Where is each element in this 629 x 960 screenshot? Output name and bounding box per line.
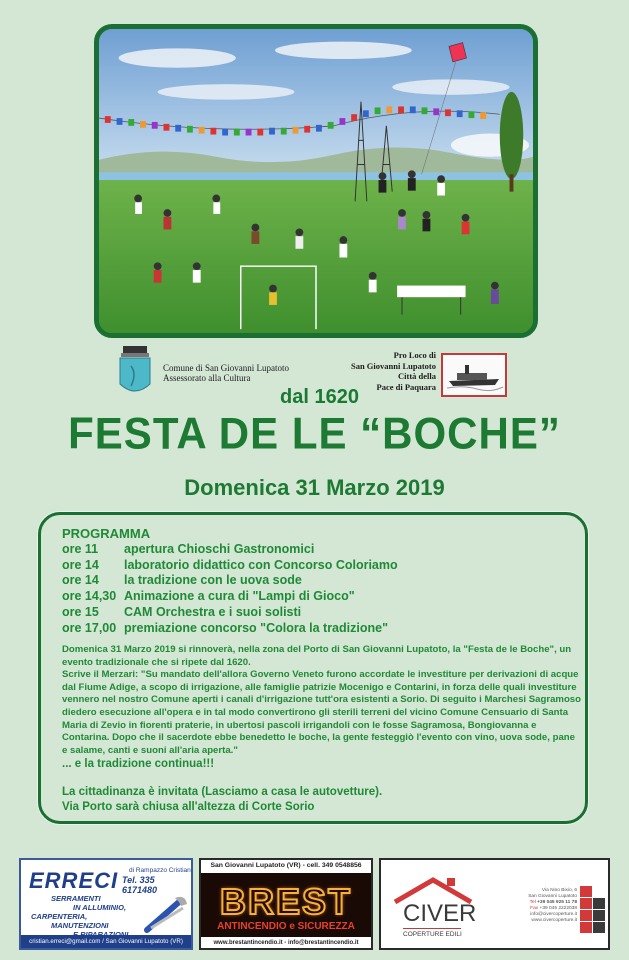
brest-banner	[201, 873, 371, 937]
civer-phone-label: Tel	[529, 900, 536, 905]
proloco-line-2: San Giovanni Lupatoto	[350, 360, 436, 371]
program-item	[62, 621, 398, 637]
program-activity: la tradizione con le uova sode	[124, 573, 302, 588]
program-list	[62, 526, 398, 637]
road-closure-text: Via Porto sarà chiusa all'altezza di Corte Sorio	[62, 800, 315, 813]
civer-divider	[403, 928, 461, 929]
civer-tagline: COPERTURE EDILI	[403, 931, 462, 938]
proloco-line-4: Pace di Paquara	[376, 381, 436, 392]
brest-contact: www.brestantincendio.it - info@brestantincendio.it	[213, 940, 359, 946]
civer-address-1: Via Nino Bixio, 6	[541, 888, 577, 893]
intro-paragraph: Domenica 31 Marzo 2019 si rinnoverà, nella zona del Porto di San Giovanni Lupatoto, la "Festa de le Boche", un evento tradizionale che si ripete dal 1620.	[62, 644, 572, 668]
program-activity: CAM Orchestra e i suoi solisti	[124, 604, 302, 619]
civer-phone-number: +39 045 925 11 78	[537, 900, 577, 905]
brest-logo: BREST	[219, 881, 352, 922]
program-item	[62, 573, 398, 589]
erreci-services	[31, 894, 128, 939]
erreci-owner: di Rampazzo Cristian	[129, 867, 191, 874]
event-title: FESTA DE LE “BOCHE”	[68, 408, 561, 459]
cloud	[275, 42, 412, 59]
civer-contact	[501, 888, 577, 924]
brest-phone: San Giovanni Lupatoto (VR) - cell. 349 0548856	[210, 862, 362, 869]
program-activity: apertura Chioschi Gastronomici	[124, 541, 315, 556]
cloud	[119, 48, 236, 67]
event-description	[62, 644, 582, 814]
wrench-icon	[141, 894, 191, 934]
program-heading: PROGRAMMA	[62, 526, 151, 541]
program-item	[62, 542, 398, 558]
erreci-service: CARPENTERIA,	[31, 912, 88, 921]
program-time: ore 11	[62, 541, 99, 556]
civer-website: www.civercoperture.it	[531, 918, 577, 923]
program-activity: premiazione concorso "Colora la tradizione"	[124, 620, 388, 635]
since-label: dal 1620	[280, 386, 359, 408]
cloud	[158, 84, 295, 99]
painting-illustration	[99, 29, 533, 333]
civer-fax-label: Fax	[530, 906, 539, 911]
cloud	[392, 79, 509, 94]
erreci-service: MANUTENZIONI	[51, 921, 109, 930]
comune-line-2: Assessorato alla Cultura	[163, 373, 251, 383]
sponsor-brest	[199, 858, 373, 950]
proloco-line-1: Pro Loco di	[393, 350, 436, 360]
proloco-line-3: Città della	[397, 371, 436, 381]
program-item	[62, 558, 398, 574]
festival-painting	[94, 24, 538, 338]
program-item	[62, 589, 398, 605]
erreci-phone: Tel. 335 6171480	[122, 875, 158, 895]
program-time: ore 15	[62, 604, 99, 619]
erreci-service: SERRAMENTI	[51, 894, 101, 903]
comune-line-1: Comune di San Giovanni Lupatoto	[163, 363, 289, 373]
tradition-continues: ... e la tradizione continua!!!	[62, 758, 215, 771]
program-activity: laboratorio didattico con Concorso Coloriamo	[124, 557, 398, 572]
sponsor-erreci	[19, 858, 193, 950]
program-time: ore 14,30	[62, 589, 117, 604]
event-date: Domenica 31 Marzo 2019	[184, 475, 445, 500]
program-time: ore 17,00	[62, 620, 117, 635]
civer-blocks-icon	[580, 886, 606, 934]
comune-label	[163, 363, 289, 383]
program-time: ore 14	[62, 573, 99, 588]
civer-email: info@civercoperture.it	[530, 912, 577, 917]
history-paragraph: Scrive il Merzari: "Su mandato dell'allora Governo Veneto furono accordate le investiture per derivazioni di acque dal Fiume Adige, a scopo di irrigazione, alle famiglie patrizie Mocenigo e Contarini, in forza delle quali investiture vennero nel nostro Comune aperti i canali d'irrigazione tutt'ora esistenti a Sorio. Di seguito i Marchesi Sagramoso diedero esecuzione all'opera e in tal modo convertirono gli sterili terreni del vicino Comune Censuario di Santa Maria di Zevio in fiorenti praterie, in ubertosi pascoli irrigandoli con le fosse Sagramosa, Bongiovanna e Contarina. Dopo che il sacerdote ebbe benedetto le boche, la gente festeggiò l'evento con vino, uova sode, pane e salame, canti e suoni all'aria aperta."	[62, 669, 582, 756]
program-time: ore 14	[62, 557, 99, 572]
civer-logo: CIVER	[403, 900, 477, 927]
civer-address-2: San Giovanni Lupatoto	[528, 894, 577, 899]
erreci-contact: cristian.erreci@gmail.com / San Giovanni Lupatoto (VR)	[21, 935, 191, 948]
brest-subtitle: ANTINCENDIO e SICUREZZA	[217, 921, 355, 932]
invite-text: La cittadinanza è invitata (Lasciamo a casa le autovetture).	[62, 786, 383, 799]
program-activity: Animazione a cura di "Lampi di Gioco"	[124, 589, 355, 604]
civer-fax-number: +39 045 2222038	[539, 906, 577, 911]
sponsor-civer	[379, 858, 610, 950]
erreci-logo: ERRECI	[29, 868, 119, 893]
invite-block	[62, 785, 582, 814]
program-item	[62, 605, 398, 621]
erreci-service: IN ALLUMINIO,	[73, 903, 127, 912]
